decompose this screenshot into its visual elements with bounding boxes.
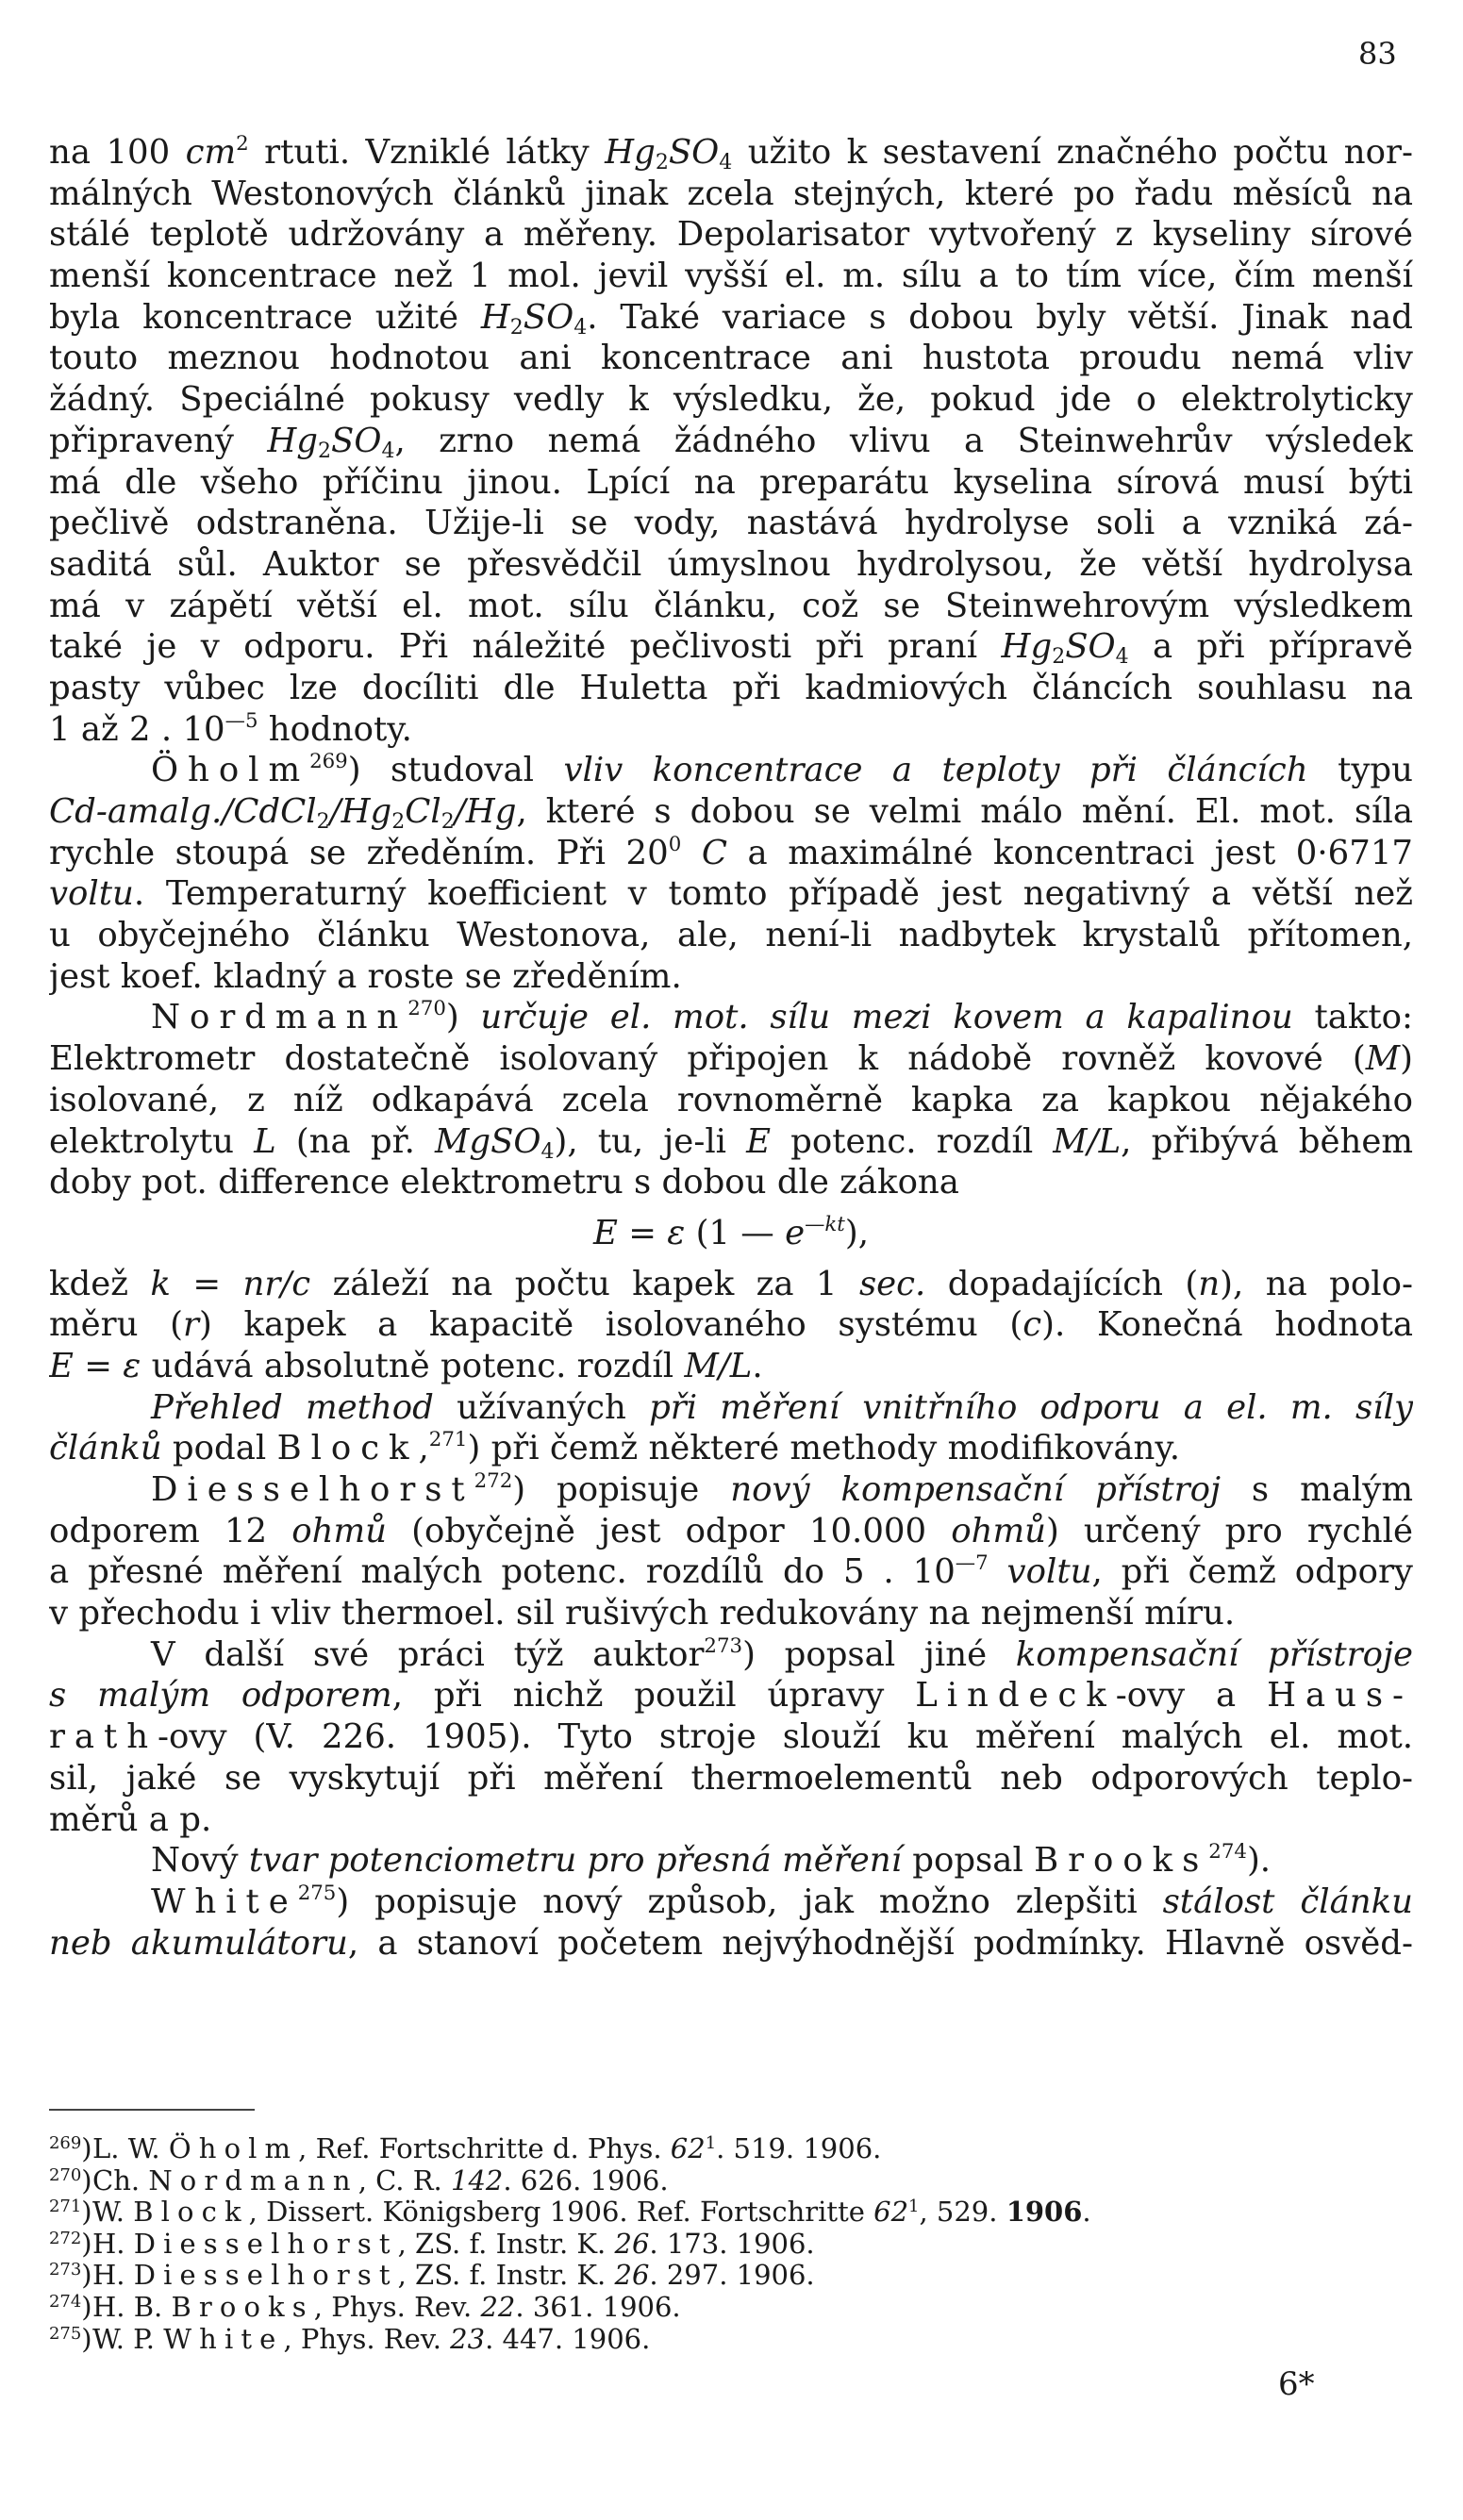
text-line: Diesselhorst$^{272}$) popisuje nový kompensační přístroj s malým xyxy=(151,1469,1413,1509)
footnote-number: 274 xyxy=(49,2291,82,2312)
text-line: Nordmann$^{270}$) určuje el. mot. sílu mezi kovem a kapalinou takto: xyxy=(151,997,1413,1037)
footnote-number: 272 xyxy=(49,2228,82,2248)
text-line: doby pot. difference elektrometru s dobou dle zákona xyxy=(49,1163,959,1202)
text-line: byla koncentrace užité $H_2SO_4$. Také variace s dobou byly větší. Jinak nad xyxy=(49,297,1413,339)
footnote-divider xyxy=(49,2109,255,2111)
text-line: menší koncentrace než 1 mol. jevil vyšší el. m. sílu a to tím více, čím menší xyxy=(49,257,1413,296)
text-line: stálé teplotě udržovány a měřeny. Depolarisator vytvořený z kyseliny sírové xyxy=(49,215,1413,255)
text-line: Öholm$^{269}$) studoval vliv koncentrace a teploty při článcích typu xyxy=(151,750,1413,790)
text-line: $Cd-amalg./CdCl_2/Hg_2Cl_2/Hg$, které s dobou se velmi málo mění. El. mot. síla xyxy=(49,792,1413,833)
footnote-text: H. Diesselhorst, ZS. f. Instr. K. 26. 173. 1906. xyxy=(92,2227,815,2260)
text-line: voltu. Temperaturný koefficient v tomto případě jest negativný a větší než xyxy=(49,874,1413,914)
text-line: isolované, z níž odkapává zcela rovnoměrně kapka za kapkou nějakého xyxy=(49,1080,1413,1119)
footnote-item: $^{275}$)W. P. White, Phys. Rev. 23. 447. 1906. xyxy=(49,2322,651,2355)
footnote-text: W. P. White, Phys. Rev. 23. 447. 1906. xyxy=(92,2322,651,2355)
footnote-item: $^{272}$)H. Diesselhorst, ZS. f. Instr. K. 26. 173. 1906. xyxy=(49,2227,815,2260)
text-line: a přesné měření malých potenc. rozdílů do 5 . $10^{—7}$ voltu, při čemž odpory xyxy=(49,1551,1413,1592)
footnote-text: L. W. Öholm, Ref. Fortschritte d. Phys. $62^1$. 519. 1906. xyxy=(92,2132,882,2164)
text-line: na 100 $cm^2$ rtuti. Vzniklé látky $Hg_2SO_4$ užito k sestavení značného počtu nor- xyxy=(49,132,1413,174)
text-line: rychle stoupá se zředěním. Při $20^0$ C a maximálné koncentraci jest 0·6717 xyxy=(49,832,1413,872)
text-line: málných Westonových článků jinak zcela stejných, které po řadu měsíců na xyxy=(49,174,1413,213)
text-line: kdež k = nr/c záleží na počtu kapek za 1 sec. dopadajících (n), na polo- xyxy=(49,1264,1413,1303)
text-line: rath-ovy (V. 226. 1905). Tyto stroje slouží ku měření malých el. mot. xyxy=(49,1717,1413,1757)
footnote-number: 270 xyxy=(49,2164,82,2185)
text-line: článků podal Block,$^{271}$) při čemž některé methody modifikovány. xyxy=(49,1428,1180,1468)
text-line: s malým odporem, při nichž použil úpravy Lindeck-ovy a Haus- xyxy=(49,1676,1413,1716)
footnote-number: 273 xyxy=(49,2260,82,2280)
footnote-text: H. Diesselhorst, ZS. f. Instr. K. 26. 297. 1906. xyxy=(92,2259,815,2292)
text-line: odporem 12 ohmů (obyčejně jest odpor 10.000 ohmů) určený pro rychlé xyxy=(49,1511,1413,1550)
footnote-item: $^{270}$)Ch. Nordmann, C. R. 142. 626. 1906. xyxy=(49,2164,669,2197)
text-line: Nový tvar potenciometru pro přesná měření popsal Brooks$^{274}$). xyxy=(151,1840,1272,1881)
footnote-number: 271 xyxy=(49,2197,82,2217)
signature-mark: 6* xyxy=(1278,2365,1315,2403)
text-line: touto meznou hodnotou ani koncentrace ani hustota proudu nemá vliv xyxy=(49,339,1413,378)
text-line: jest koef. kladný a roste se zředěním. xyxy=(49,956,682,996)
text-line: měrů a p. xyxy=(49,1799,212,1839)
text-line: White$^{275}$) popisuje nový způsob, jak možno zlepšiti stálost článku xyxy=(151,1881,1413,1921)
text-line: připravený $Hg_2SO_4$, zrno nemá žádného vlivu a Steinwehrův výsledek xyxy=(49,421,1413,462)
text-line: v přechodu i vliv thermoel. sil rušivých redukovány na nejmenší míru. xyxy=(49,1594,1236,1633)
text-line: měru (r) kapek a kapacitě isolovaného systému (c). Konečná hodnota xyxy=(49,1305,1413,1345)
text-line: žádný. Speciálné pokusy vedly k výsledku, že, pokud jde o elektrolyticky xyxy=(49,380,1413,420)
text-line: E = ε udává absolutně potenc. rozdíl M/L. xyxy=(49,1346,763,1385)
footnote-item: $^{271}$)W. Block, Dissert. Königsberg 1906. Ref. Fortschritte $62^1$, 529. 1906. xyxy=(49,2196,1091,2229)
footnote-item: $^{274}$)H. B. Brooks, Phys. Rev. 22. 361. 1906. xyxy=(49,2290,681,2323)
footnote-item: $^{269}$)L. W. Öholm, Ref. Fortschritte d. Phys. $62^1$. 519. 1906. xyxy=(49,2132,882,2164)
text-line: má v zápětí větší el. mot. sílu článku, což se Steinwehrovým výsledkem xyxy=(49,586,1413,625)
body-text xyxy=(49,132,1413,1964)
text-line: Elektrometr dostatečně isolovaný připojen k nádobě rovněž kovové (M) xyxy=(49,1039,1413,1079)
text-line: u obyčejného článku Westonova, ale, není-li nadbytek krystalů přítomen, xyxy=(49,916,1413,955)
text-line: pečlivě odstraněna. Užije-li se vody, nastává hydrolyse soli a vzniká zá- xyxy=(49,504,1413,543)
text-line: sil, jaké se vyskytují při měření thermoelementů neb odporových teplo- xyxy=(49,1758,1413,1798)
footnote-text: H. B. Brooks, Phys. Rev. 22. 361. 1906. xyxy=(92,2290,681,2323)
footnote-number: 269 xyxy=(49,2133,82,2153)
page-number: 83 xyxy=(1358,36,1397,72)
text-line: pasty vůbec lze docíliti dle Huletta při kadmiových článcích souhlasu na xyxy=(49,668,1413,707)
text-line: 1 až 2 . $10^{—5}$ hodnoty. xyxy=(49,708,412,749)
text-line: elektrolytu L (na př. MgSO$_4$), tu, je-li E potenc. rozdíl M/L, přibývá během xyxy=(49,1121,1413,1163)
footnote-number: 275 xyxy=(49,2323,82,2344)
footnote-text: Ch. Nordmann, C. R. 142. 626. 1906. xyxy=(92,2164,669,2197)
footnotes xyxy=(49,2133,1426,2355)
text-line: také je v odporu. Při náležité pečlivosti při praní $Hg_2SO_4$ a při přípravě xyxy=(49,627,1413,668)
footnote-item: $^{273}$)H. Diesselhorst, ZS. f. Instr. K. 26. 297. 1906. xyxy=(49,2259,815,2292)
text-line: Přehled method užívaných při měření vnitřního odporu a el. m. síly xyxy=(151,1387,1413,1427)
equation: E = ε (1 — $e^{—kt}$), xyxy=(592,1212,870,1252)
text-line: saditá sůl. Auktor se přesvědčil úmyslnou hydrolysou, že větší hydrolysa xyxy=(49,544,1413,584)
text-line: V další své práci týž auktor$^{273}$) popsal jiné kompensační přístroje xyxy=(151,1633,1413,1674)
text-line: má dle všeho příčinu jinou. Lpící na preparátu kyselina sírová musí býti xyxy=(49,462,1413,502)
footnote-text: W. Block, Dissert. Königsberg 1906. Ref. Fortschritte $62^1$, 529. 1906. xyxy=(92,2196,1091,2229)
text-line: neb akumulátoru, a stanoví početem nejvýhodnější podmínky. Hlavně osvěd- xyxy=(49,1923,1413,1963)
